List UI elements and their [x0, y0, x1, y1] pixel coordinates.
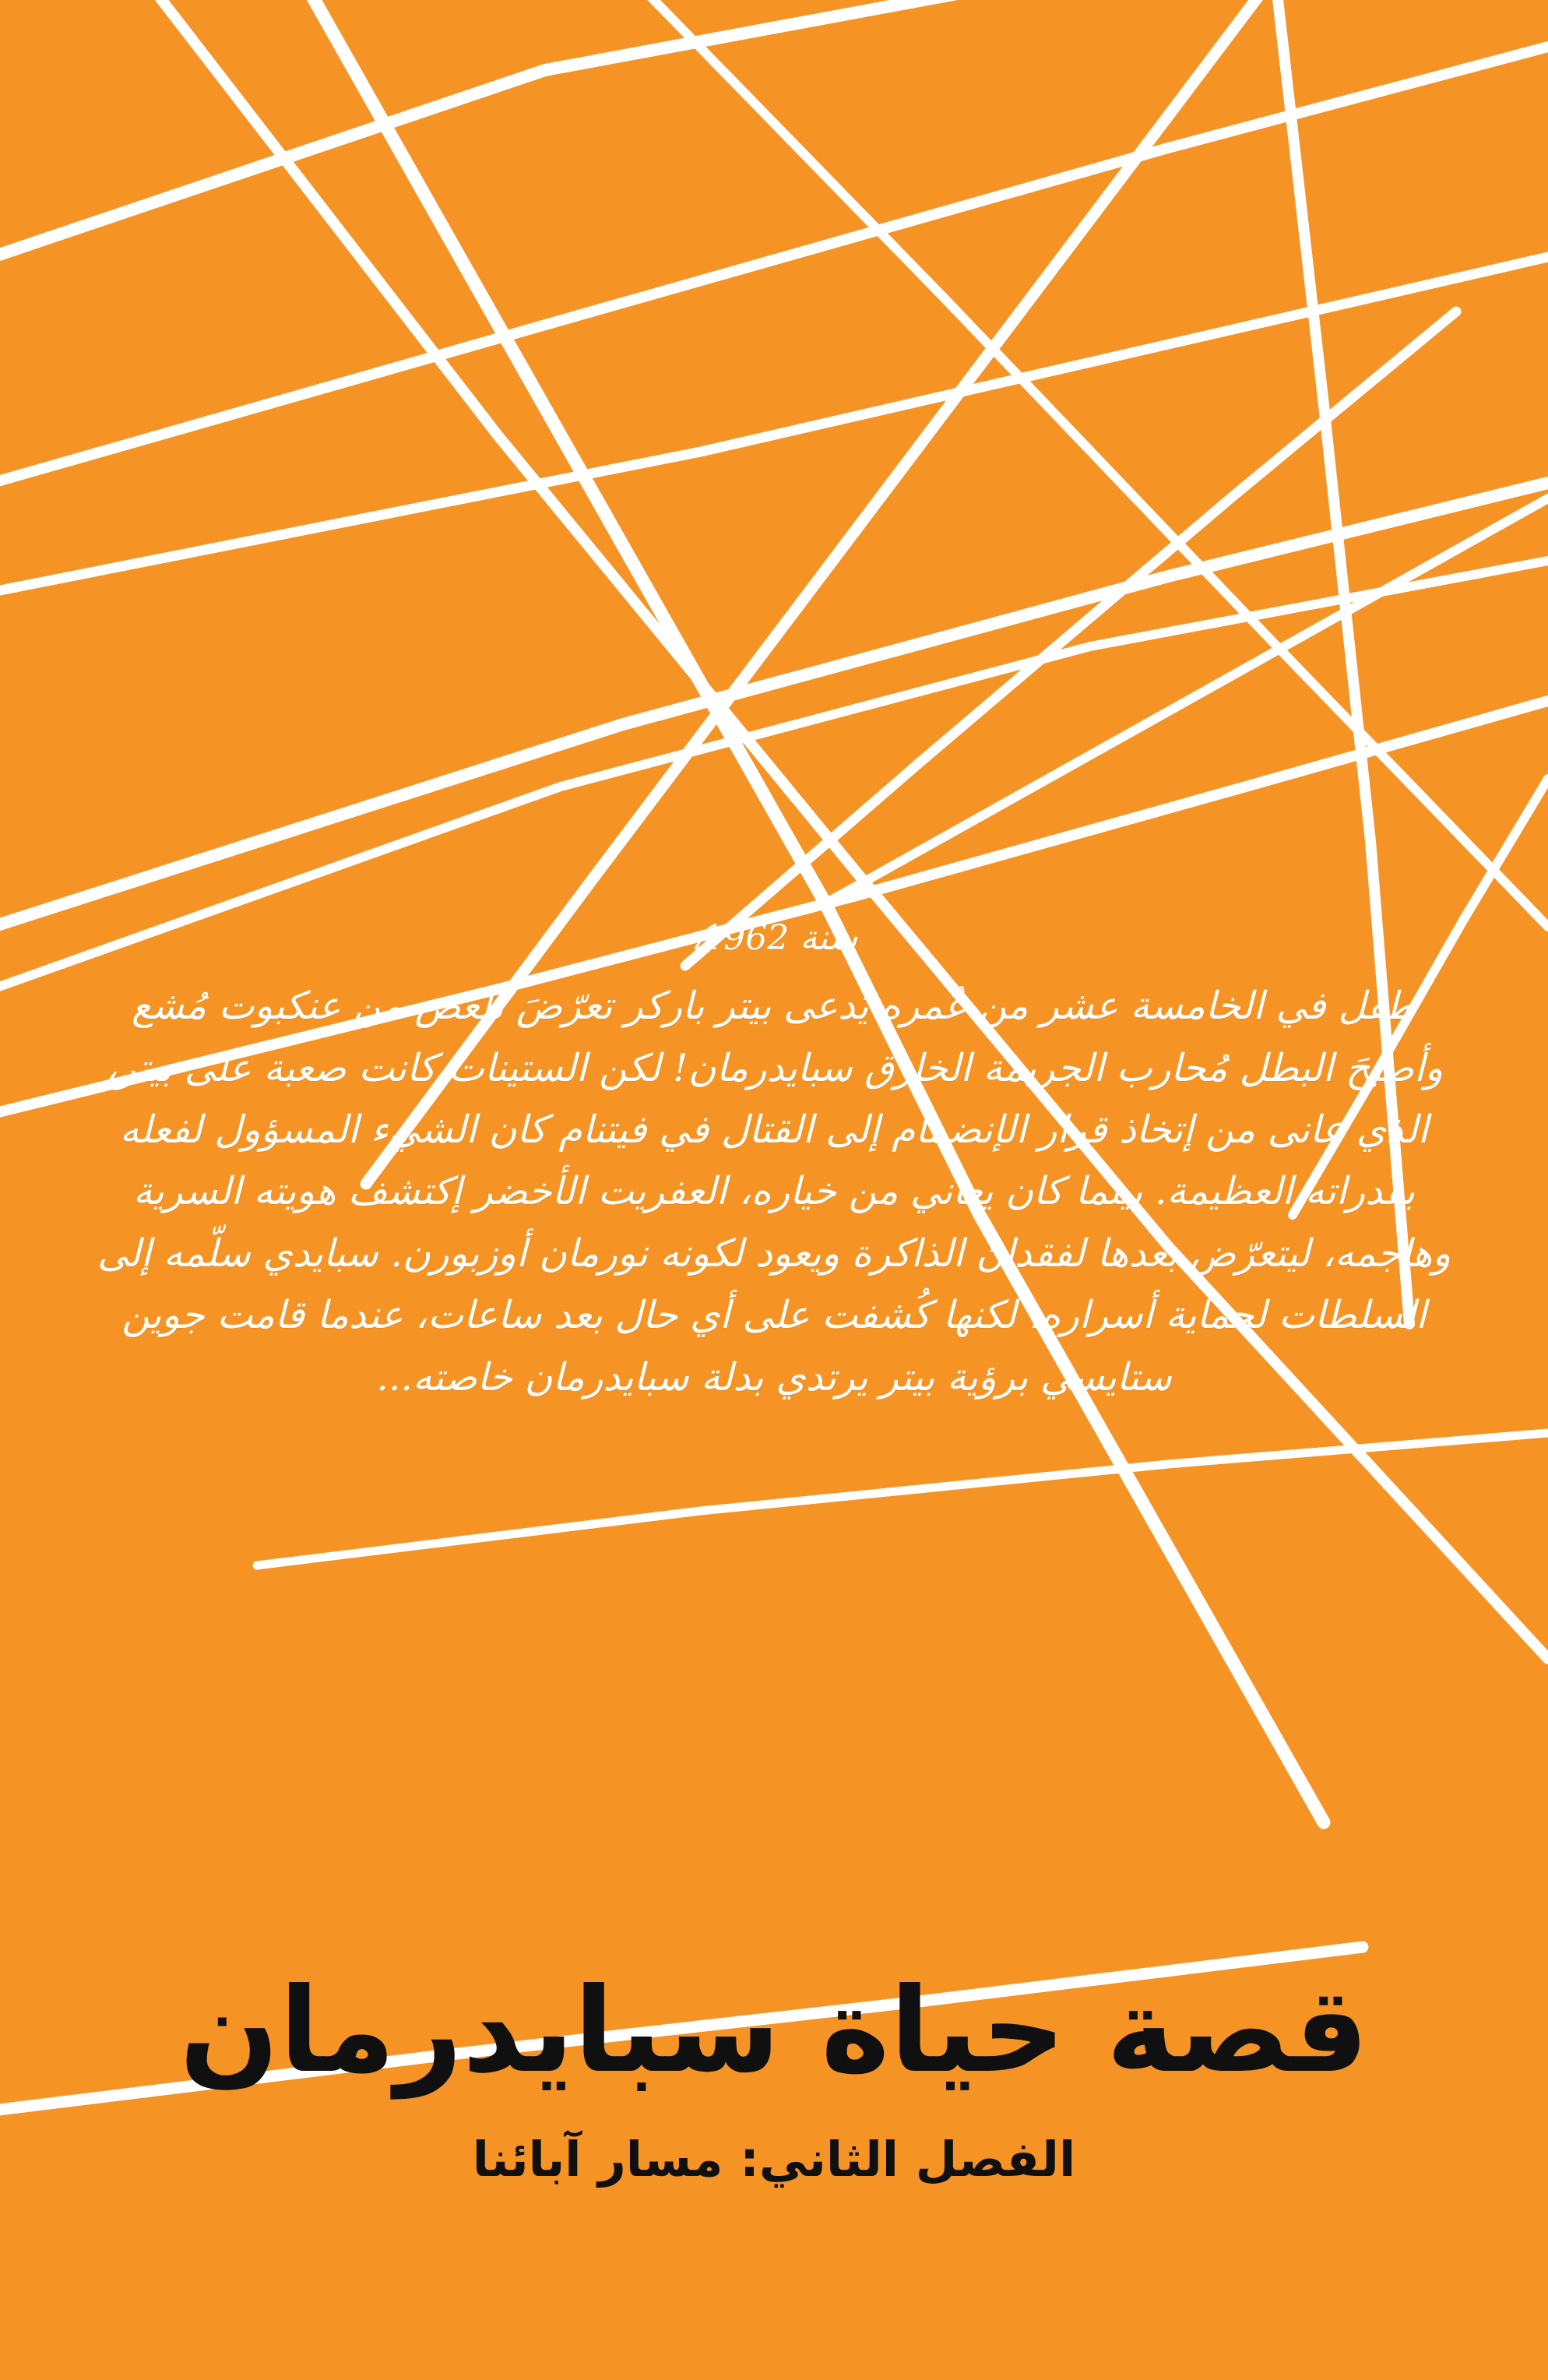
- page-title: قصة حياة سبايدرمان: [179, 1963, 1369, 2099]
- narration-lead: سنة 1962،: [691, 918, 857, 958]
- title-block: [0, 1963, 1548, 2189]
- narration-body: طفل في الخامسة عشر من عُمره يُدعى بيتر باركر تعرّضَ للعض من عنكبوت مُشع وأصبحَ البطل مُحارب الجريمة الخارق سبايدرمان! لكن الستينات كانت صعبة على بيتر، الذي عانى من إتخاذ قرار الإنضمام إلى القتال في فيتنام كان الشيء المسؤول لفعله بقدراته العظيمة. بينما كان يعاني من خياره، العفريت الأخضر إكتشفَ هويته السرية وهاجمه، ليتعرّض بعدها لفقدان الذاكرة ويعود لكونه نورمان أوزبورن. سبايدي سلّمه إلى السلطات لحماية أسراره، لكنها كُشفت على أي حال بعد ساعات، عندما قامت جوين ستايسي برؤية بيتر يرتدي بدلة سبايدرمان خاصته...: [97, 984, 1451, 1399]
- narration-box: [0, 872, 1548, 1446]
- narration-text: [86, 910, 1462, 1408]
- chapter-subtitle: الفصل الثاني: مسار آبائنا: [472, 2130, 1076, 2188]
